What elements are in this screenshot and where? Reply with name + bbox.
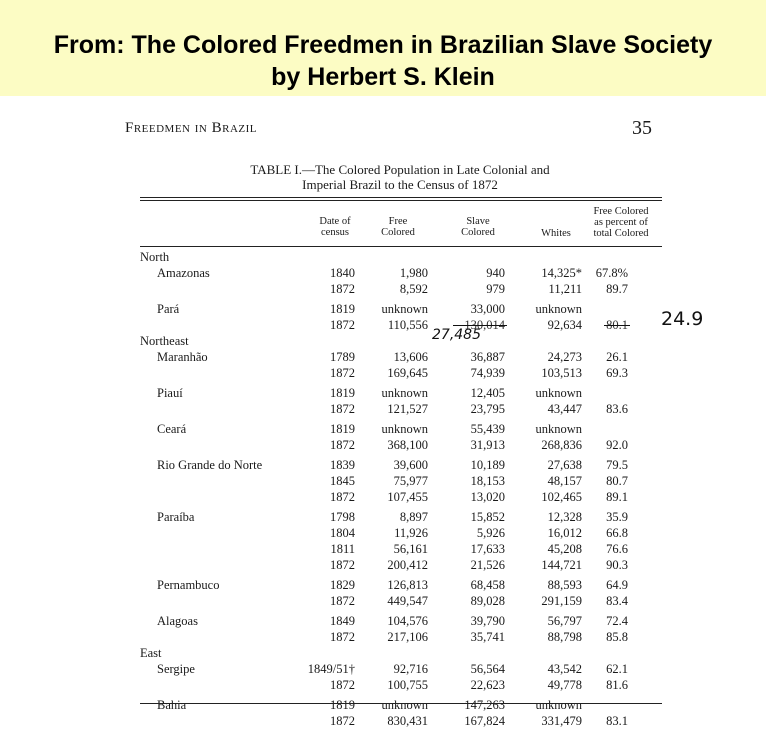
cell-date: 1798 [330,510,355,524]
cell-free: 100,755 [387,678,428,692]
cell-free: unknown [381,302,428,316]
cell-date: 1872 [330,594,355,608]
cell-free: 449,547 [387,594,428,608]
cell-pct: 62.1 [606,662,628,676]
cell-whites: 24,273 [547,350,582,364]
cell-free: 8,592 [399,282,428,296]
province-name: Pernambuco [157,578,220,592]
cell-whites: 16,012 [547,526,582,540]
cell-pct: 83.1 [606,714,628,728]
citation-author: by Herbert S. Klein [271,63,495,91]
cell-date: 1819 [330,698,355,712]
cell-whites: 45,208 [547,542,582,556]
cell-whites: 27,638 [547,458,582,472]
cell-date: 1839 [330,458,355,472]
cell-free: 830,431 [387,714,428,728]
cell-free: 8,897 [399,510,428,524]
cell-free: 126,813 [387,578,428,592]
cell-free: 104,576 [387,614,428,628]
cell-whites: 12,328 [547,510,582,524]
cell-slave: 10,189 [470,458,505,472]
cell-slave: 23,795 [470,402,505,416]
cell-slave: 12,405 [470,386,505,400]
cell-date: 1872 [330,402,355,416]
province-name: Pará [157,302,180,316]
cell-slave: 56,564 [470,662,505,676]
cell-whites: 88,798 [547,630,582,644]
cell-date: 1789 [330,350,355,364]
cell-date: 1819 [330,302,355,316]
cell-date: 1872 [330,438,355,452]
cell-slave: 89,028 [470,594,505,608]
cell-whites: 268,836 [541,438,582,452]
cell-slave: 31,913 [470,438,505,452]
cell-whites: 11,211 [548,282,582,296]
cell-date: 1872 [330,318,355,332]
cell-pct: 90.3 [606,558,628,572]
cell-whites: unknown [535,422,582,436]
cell-whites: 48,157 [547,474,582,488]
column-header-free: Colored [381,227,415,238]
province-name: Maranhão [157,350,208,364]
province-name: Sergipe [157,662,195,676]
province-name: Rio Grande do Norte [157,458,263,472]
top-rule-double [140,200,662,201]
cell-free: 200,412 [387,558,428,572]
cell-date: 1845 [330,474,355,488]
cell-date: 1872 [330,282,355,296]
cell-pct: 35.9 [606,510,628,524]
cell-slave: 74,939 [470,366,505,380]
cell-date: 1872 [330,678,355,692]
cell-date: 1872 [330,630,355,644]
cell-slave: 68,458 [470,578,505,592]
table-caption-line1: TABLE I.—The Colored Population in Late Colonial and [250,162,550,177]
cell-pct-struck: 80.1 [606,318,628,332]
column-header-free: Free [388,216,408,227]
cell-whites: 102,465 [541,490,582,504]
province-name: Paraíba [157,510,195,524]
cell-slave: 22,623 [470,678,505,692]
citation-title: From: The Colored Freedmen in Brazilian Slave Society [53,31,713,59]
cell-free: 110,556 [387,318,428,332]
column-header-date: Date of [319,216,351,227]
province-name: Piauí [157,386,183,400]
cell-pct: 66.8 [606,526,628,540]
cell-slave: 940 [486,266,505,280]
region-label: East [140,646,162,660]
cell-date: 1872 [330,558,355,572]
cell-slave: 167,824 [464,714,505,728]
cell-date: 1849/51† [307,662,355,676]
cell-pct: 76.6 [606,542,628,556]
cell-date: 1872 [330,490,355,504]
table-caption-line2: Imperial Brazil to the Census of 1872 [302,177,498,192]
cell-pct: 85.8 [606,630,628,644]
cell-slave: 5,926 [476,526,505,540]
cell-pct: 26.1 [606,350,628,364]
cell-pct: 79.5 [606,458,628,472]
column-header-pct: total Colored [593,228,649,239]
cell-slave: 21,526 [470,558,505,572]
cell-free: 56,161 [393,542,428,556]
cell-slave: 979 [486,282,505,296]
cell-whites: 103,513 [541,366,582,380]
cell-pct: 80.7 [606,474,628,488]
cell-free: 92,716 [393,662,428,676]
cell-whites: 43,542 [547,662,582,676]
cell-slave: 35,741 [470,630,505,644]
cell-pct: 81.6 [606,678,628,692]
cell-date: 1840 [330,266,355,280]
cell-slave: 36,887 [470,350,505,364]
cell-whites: 291,159 [541,594,582,608]
column-header-whites: Whites [541,228,571,239]
cell-slave: 39,790 [470,614,505,628]
region-label: North [140,250,170,264]
province-name: Ceará [157,422,187,436]
cell-slave: 17,633 [470,542,505,556]
cell-free: 169,645 [387,366,428,380]
cell-whites: unknown [535,698,582,712]
page-number: 35 [632,117,652,139]
cell-pct: 89.7 [606,282,628,296]
running-head: Freedmen in Brazil [125,120,257,136]
cell-pct: 92.0 [606,438,628,452]
cell-free: 217,106 [387,630,428,644]
top-rule [140,197,662,198]
cell-whites: 56,797 [547,614,582,628]
province-name: Bahia [157,698,187,712]
cell-pct: 83.4 [606,594,628,608]
cell-pct: 89.1 [606,490,628,504]
cell-whites: 88,593 [547,578,582,592]
region-label: Northeast [140,334,189,348]
cell-free: unknown [381,386,428,400]
cell-free: 39,600 [393,458,428,472]
header-rule [140,246,662,247]
bottom-rule [140,703,662,704]
cell-pct: 69.3 [606,366,628,380]
cell-slave: 33,000 [470,302,505,316]
cell-whites: 144,721 [541,558,582,572]
handwritten-slave-correction: 27,485 [432,327,481,343]
cell-whites: 331,479 [541,714,582,728]
cell-date: 1804 [330,526,355,540]
handwritten-pct-correction: 24.9 [661,308,704,330]
cell-date: 1872 [330,366,355,380]
cell-date: 1811 [330,542,355,556]
cell-date: 1849 [330,614,355,628]
cell-slave: 13,020 [470,490,505,504]
column-header-pct: as percent of [594,217,648,228]
cell-free: 107,455 [387,490,428,504]
cell-free: unknown [381,698,428,712]
province-name: Amazonas [157,266,210,280]
cell-slave-struck: 130,014 [464,318,505,332]
cell-whites: unknown [535,302,582,316]
cell-free: 13,606 [393,350,428,364]
cell-slave: 55,439 [470,422,505,436]
cell-whites: unknown [535,386,582,400]
cell-slave: 18,153 [470,474,505,488]
cell-slave: 15,852 [470,510,505,524]
cell-free: 11,926 [394,526,428,540]
cell-free: 368,100 [387,438,428,452]
strike-line [604,325,630,326]
strike-line [453,325,507,326]
cell-pct: 64.9 [606,578,628,592]
cell-slave: 147,263 [464,698,505,712]
citation-banner [0,0,766,96]
cell-whites: 49,778 [547,678,582,692]
cell-pct: 67.8% [595,266,628,280]
cell-free: 121,527 [387,402,428,416]
cell-pct: 83.6 [606,402,628,416]
column-header-date: census [321,227,349,238]
cell-date: 1819 [330,386,355,400]
cell-date: 1872 [330,714,355,728]
cell-free: 75,977 [393,474,428,488]
province-name: Alagoas [157,614,198,628]
cell-free: unknown [381,422,428,436]
cell-pct: 72.4 [606,614,628,628]
cell-whites: 14,325* [541,266,582,280]
column-header-pct: Free Colored [593,206,649,217]
cell-whites: 92,634 [547,318,582,332]
cell-whites: 43,447 [547,402,582,416]
cell-free: 1,980 [399,266,428,280]
column-header-slave: Slave [466,216,490,227]
cell-date: 1829 [330,578,355,592]
column-header-slave: Colored [461,227,495,238]
cell-date: 1819 [330,422,355,436]
